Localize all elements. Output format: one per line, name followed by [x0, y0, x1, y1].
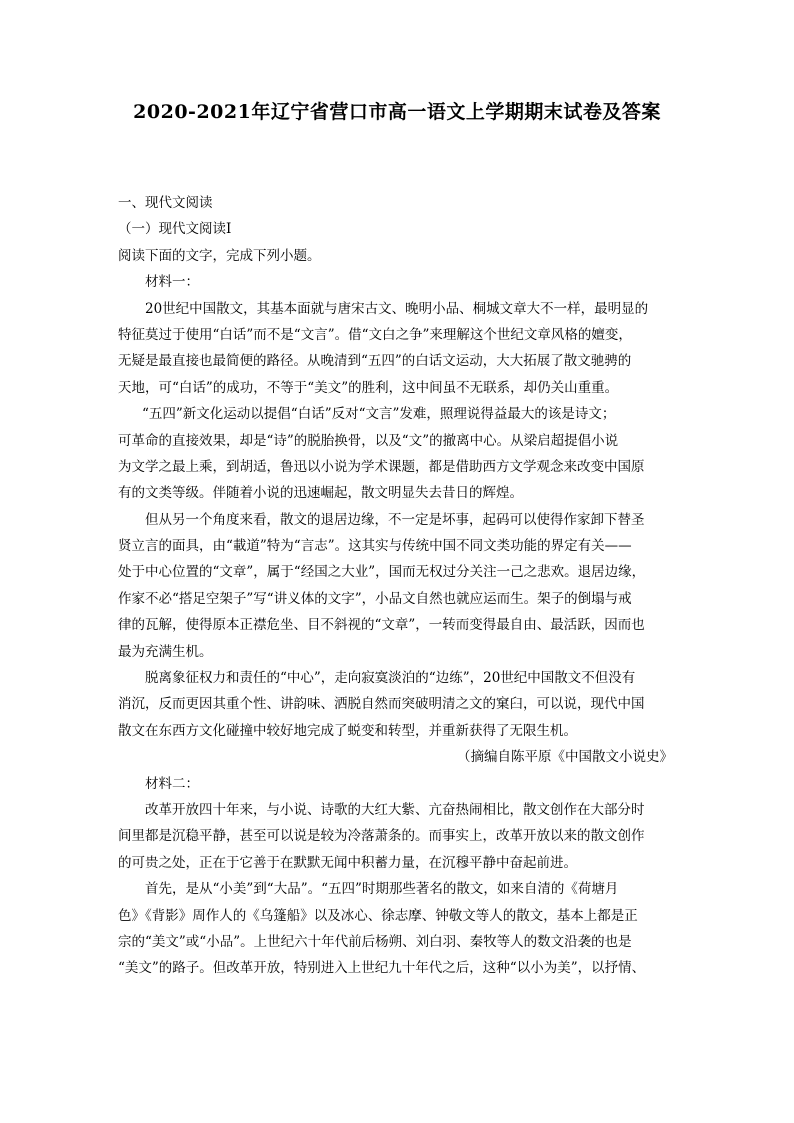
paragraph-line: 有的文类等级。伴随着小说的迅速崛起，散文明显失去昔日的辉煌。: [118, 485, 523, 502]
paragraph-line: 无疑是最直接也最简便的路径。从晚清到“五四”的白话文运动，大大拓展了散文驰骋的: [118, 353, 632, 370]
paragraph-line: 为文学之最上乘，到胡适，鲁迅以小说为学术课题，都是借助西方文学观念来改变中国原: [118, 458, 645, 475]
paragraph-line: 散文在东西方文化碰撞中较好地完成了蜕变和转型，并重新获得了无限生机。: [118, 722, 577, 739]
paragraph-line: 间里都是沉稳平静，甚至可以说是较为冷落萧条的。而事实上，改革开放以来的散文创作: [118, 828, 645, 845]
paragraph-line: “五四”新文化运动以提倡“白话”反对“文言”发难，照理说得益最大的该是诗文；: [142, 406, 616, 423]
paragraph-line: 消沉，反而更因其重个性、讲韵味、洒脱自然而突破明清之文的窠臼，可以说，现代中国: [118, 696, 645, 713]
source-citation: （摘编自陈平原《中国散文小说史》: [457, 749, 673, 766]
paragraph-line: 处于中心位置的“文章”，属于“经国之大业”，国而无权过分关注一己之悲欢。退居边缘，: [118, 564, 646, 581]
paragraph-line: 律的瓦解，使得原本正襟危坐、目不斜视的“文章”，一转而变得最自由、最活跃，因而也: [118, 617, 645, 634]
document-body: [118, 190, 678, 982]
paragraph-line: 的可贵之处，正在于它善于在默默无闻中积蓄力量，在沉穆平静中奋起前进。: [118, 854, 577, 871]
paragraph-line: 作家不必“搭足空架子”写“讲义体的文字”，小品文自然也就应运而生。架子的倒塌与戒: [118, 590, 632, 607]
document-title: 2020-2021年辽宁省营口市高一语文上学期期末试卷及答案: [133, 101, 661, 123]
paragraph-line: “美文”的路子。但改革开放，特别进入上世纪九十年代之后，这种“以小为美”，以抒情、: [118, 960, 646, 977]
paragraph-line: 天地，可“白话”的成功，不等于“美文”的胜利，这中间虽不无联系，却仍关山重重。: [118, 379, 619, 396]
section-heading: 一、现代文阅读: [118, 195, 213, 211]
paragraph-line: 20世纪中国散文，其基本面就与唐宋古文、晚明小品、桐城文章大不一样，最明显的: [145, 300, 649, 317]
material-heading: 材料一：: [145, 274, 199, 291]
subsection-heading: （一）现代文阅读Ⅰ: [118, 221, 232, 238]
paragraph-line: 最为充满生机。: [118, 643, 213, 660]
paragraph-line: 首先，是从“小美”到“大品”。“五四”时期那些著名的散文，如来自清的《荷塘月: [145, 881, 619, 898]
paragraph-line: 改革开放四十年来，与小说、诗歌的大红大紫、亢奋热闹相比，散文创作在大部分时: [145, 801, 645, 818]
paragraph-line: 色》《背影》周作人的《乌篷船》以及冰心、徐志摩、钟敬文等人的散文，基本上都是正: [118, 907, 638, 924]
paragraph-line: 但从另一个角度来看，散文的退居边缘，不一定是坏事，起码可以使得作家卸下替圣: [145, 511, 645, 528]
paragraph-line: 可革命的直接效果，却是“诗”的脱胎换骨，以及“文”的撤离中心。从梁启超提倡小说: [118, 432, 619, 449]
instruction-line: 阅读下面的文字，完成下列小题。: [118, 247, 321, 264]
paragraph-line: 宗的“美文”或“小品”。上世纪六十年代前后杨朔、刘白羽、秦牧等人的数文沿袭的也是: [118, 933, 632, 950]
paragraph-line: 贤立言的面具，由“載道”特为“言志”。这其实与传统中国不同文类功能的界定有关——: [118, 538, 632, 555]
material-heading: 材料二：: [145, 775, 199, 792]
paragraph-line: 脱离象征权力和责任的“中心”，走向寂寞淡泊的“边练”，20世纪中国散文不但没有: [145, 670, 636, 687]
paragraph-line: 特征莫过于使用“白话”而不是“文言”。借“文白之争”来理解这个世纪文章风格的嬗变，: [118, 326, 632, 343]
